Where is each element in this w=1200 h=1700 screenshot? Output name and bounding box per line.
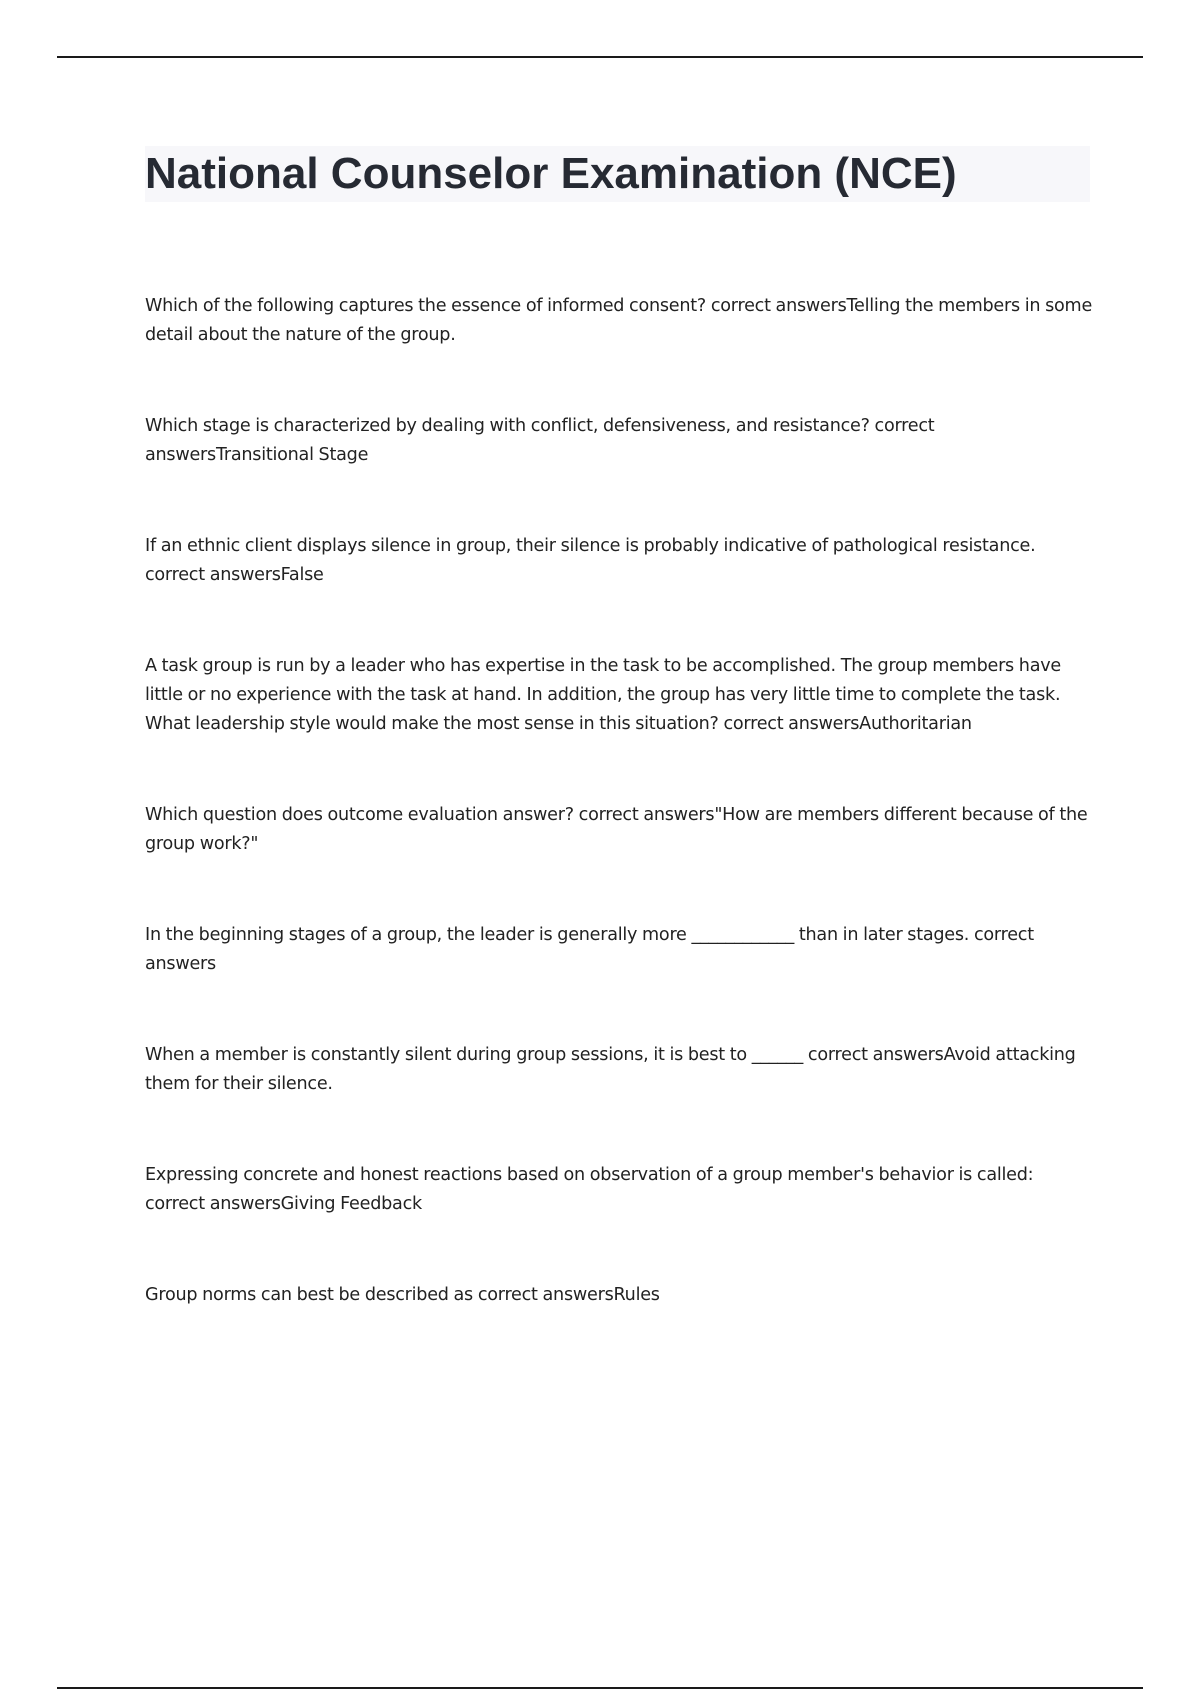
answer-tag: correct answers	[710, 296, 847, 316]
qa-item	[145, 801, 1095, 859]
question-text: When a member is constantly silent during group sessions, it is best to ______	[145, 1045, 808, 1065]
answer-tag: correct answers	[807, 1045, 944, 1065]
qa-item	[145, 412, 1095, 470]
question-text: Which of the following captures the essence of informed consent?	[145, 296, 711, 316]
question-text: In the beginning stages of a group, the leader is generally more ____________ than in later stages.	[145, 925, 974, 945]
question-text: Group norms can best be described as	[145, 1285, 478, 1305]
qa-item	[145, 652, 1095, 739]
qa-list	[145, 292, 1095, 1372]
answer-text: Telling the members in some detail about the nature of the group.	[145, 296, 1093, 345]
question-text: Which question does outcome evaluation answer?	[145, 805, 579, 825]
answer-text: Rules	[613, 1285, 660, 1305]
question-text: If an ethnic client displays silence in group, their silence is probably indicative of pathological resistance.	[145, 536, 1036, 556]
answer-tag: correct answers	[145, 416, 935, 465]
qa-item	[145, 532, 1095, 590]
qa-item	[145, 921, 1095, 979]
question-text: Which stage is characterized by dealing with conflict, defensiveness, and resistance?	[145, 416, 875, 436]
bottom-rule	[57, 1687, 1143, 1689]
answer-tag: correct answers	[145, 1194, 281, 1214]
qa-item	[145, 1161, 1095, 1219]
top-rule	[57, 56, 1143, 58]
answer-tag: correct answers	[145, 925, 1034, 974]
question-text: A task group is run by a leader who has expertise in the task to be accomplished. The group members have little or no experience with the task at hand. In addition, the group has very little time to complete the task. What leadership style would make the most sense in this situation?	[145, 656, 1061, 734]
qa-item	[145, 292, 1095, 350]
page-title: National Counselor Examination (NCE)	[145, 149, 957, 198]
answer-tag: correct answers	[145, 565, 281, 585]
answer-tag: correct answers	[578, 805, 715, 825]
answer-tag: correct answers	[723, 714, 860, 734]
title-block	[145, 146, 1090, 202]
answer-text: Giving Feedback	[280, 1194, 422, 1214]
answer-text: Avoid attacking them for their silence.	[145, 1045, 1076, 1094]
qa-item	[145, 1041, 1095, 1099]
answer-tag: correct answers	[477, 1285, 614, 1305]
qa-item	[145, 1281, 1095, 1310]
answer-text: False	[280, 565, 324, 585]
answer-text: Authoritarian	[859, 714, 972, 734]
answer-text: Transitional Stage	[215, 445, 369, 465]
question-text: Expressing concrete and honest reactions based on observation of a group member's behavior is called:	[145, 1165, 1034, 1185]
answer-text: "How are members different because of the group work?"	[145, 805, 1088, 854]
